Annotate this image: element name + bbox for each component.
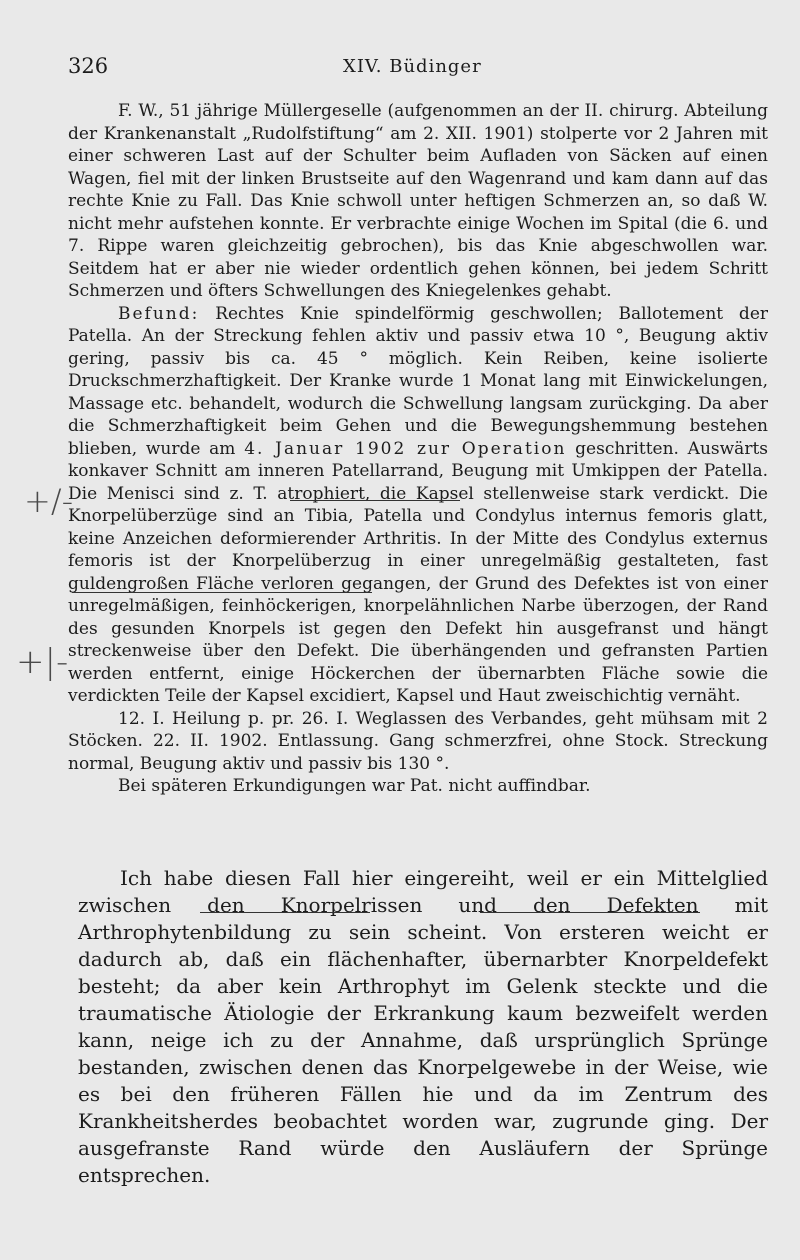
page-number: 326 [68, 54, 109, 78]
operation-date: 4. Januar 1902 zur Operation [244, 438, 567, 459]
befund-text-1: Rechtes Knie spindelförmig geschwollen; Ballotement der Patella. An der Streckung fehlen aktiv und passiv etwa 10 °, Beugung aktiv gering, passiv bis ca. 45 ° möglich. Kein Reiben, keine isolierte Druckschmerzhaftigkeit. Der Kranke wurde 1 Monat lang mit Einwickelungen, Massage etc. behandelt, wodurch die Schwellung langsam zurückging. Da aber die Schmerzhaftigkeit beim Gehen und die Bewegungshemmung bestehen blieben, wurde am [68, 303, 769, 459]
underline-mark [200, 912, 370, 913]
margin-pencil-mark-1: +/- [24, 482, 74, 520]
underline-mark [72, 592, 372, 593]
befund-text-2: geschritten. Auswärts konkaver Schnitt am inneren Patellarrand, Beugung mit Umkippen der Patella. Die Menisci sind z. T. atrophiert, die Kapsel stellenweise stark verdickt. Die Knorpelüberzüge sind an Tibia, Patella und Condylus internus femoris glatt, keine Anzeichen deformierender Arthritis. In der Mitte des Condylus externus femoris ist der Knorpelüberzug in einer unregelmäßig gestalteten, fast guldengroßen Fläche verloren gegangen, der Grund des Defektes ist von einer unregelmäßigen, feinhöckerigen, knorpelähnlichen Narbe überzogen, der Rand des gesunden Knorpels ist gegen den Defekt hin ausgefranst und hängt streckenweise über den Defekt. Die überhängenden und gefransten Partien werden entfernt, einige Höckerchen der übernarbten Fläche sowie die verdickten Teile der Kapsel excidiert, Kapsel und Haut zweischichtig vernäht. [68, 438, 768, 706]
underline-mark [480, 912, 700, 913]
anamnesis-paragraph: F. W., 51 jährige Müllergeselle (aufgenommen an der II. chirurg. Abteilung der Krankenanstalt „Rudolfstiftung“ am 2. XII. 1901) stolperte vor 2 Jahren mit einer schweren Last auf der Schulter beim Aufladen von Säcken auf einen Wagen, fiel mit der linken Brustseite auf den Wagenrand und kam dann auf das rechte Knie zu Fall. Das Knie schwoll unter heftigen Schmerzen an, so daß W. nicht mehr aufstehen konnte. Er verbrachte einige Wochen im Spital (die 6. und 7. Rippe waren gleichzeitig gebrochen), bis das Knie abgeschwollen war. Seitdem hat er aber nie wieder ordentlich gehen können, bei jedem Schritt Schmerzen und öfters Schwellungen des Kniegelenkes gehabt. [68, 101, 768, 301]
befund-paragraph [68, 303, 768, 708]
discussion [78, 865, 768, 1189]
underline-mark [290, 500, 460, 501]
befund-label: Befund: [118, 303, 200, 324]
margin-pencil-mark-2: +|- [16, 642, 69, 682]
case-report [68, 100, 768, 798]
running-title: XIV. Büdinger [343, 56, 482, 77]
followup-paragraph: Bei späteren Erkundigungen war Pat. nicht auffindbar. [118, 776, 591, 796]
running-head [68, 54, 768, 84]
discussion-paragraph: Ich habe diesen Fall hier eingereiht, weil er ein Mittelglied zwischen den Knorpelrissen und den Defekten mit Arthrophytenbildung zu sein scheint. Von ersteren weicht er dadurch ab, daß ein flächenhafter, übernarbter Knorpeldefekt besteht; da aber kein Arthrophyt im Gelenk steckte und die traumatische Ätiologie der Erkrankung kaum bezweifelt werden kann, neige ich zu der Annahme, daß ursprünglich Sprünge bestanden, zwischen denen das Knorpelgewebe in der Weise, wie es bei den früheren Fällen hie und da im Zentrum des Krankheitsherdes beobachtet worden war, zugrunde ging. Der ausgefranste Rand würde den Ausläufern der Sprünge entsprechen. [78, 866, 768, 1187]
course-paragraph: 12. I. Heilung p. pr. 26. I. Weglassen des Verbandes, geht mühsam mit 2 Stöcken. 22. II. 1902. Entlassung. Gang schmerzfrei, ohne Stock. Streckung normal, Beugung aktiv und passiv bis 130 °. [68, 708, 768, 774]
